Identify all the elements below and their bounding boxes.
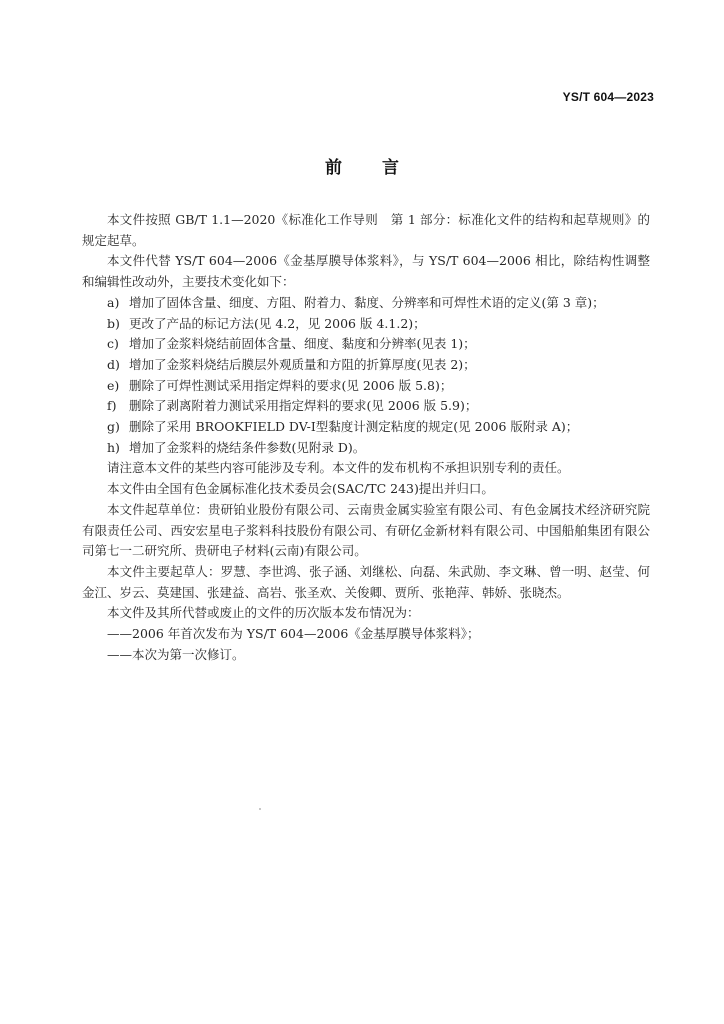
history-item-current: ——本次为第一次修订。 <box>107 646 245 662</box>
patent-notice-paragraph: 请注意本文件的某些内容可能涉及专利。本文件的发布机构不承担识别专利的责任。 <box>107 460 570 476</box>
change-item-text: 删除了剥离附着力测试采用指定焊料的要求(见 2006 版 5.9)； <box>129 398 478 414</box>
change-item <box>82 417 650 438</box>
change-item-mark: e) <box>107 377 120 393</box>
change-item <box>82 355 650 376</box>
change-item <box>82 376 650 397</box>
change-item-text: 更改了产品的标记方法(见 4.2，见 2006 版 4.1.2)； <box>129 315 426 331</box>
change-item-mark: f) <box>107 398 117 414</box>
change-item-mark: d) <box>107 356 120 372</box>
change-item-text: 增加了金浆料的烧结条件参数(见附录 D)。 <box>129 439 366 455</box>
change-item <box>82 293 650 314</box>
committee-paragraph: 本文件由全国有色金属标准化技术委员会(SAC/TC 243)提出并归口。 <box>107 481 494 497</box>
change-item-mark: h) <box>107 439 120 455</box>
scan-speck <box>259 808 261 810</box>
foreword-body <box>82 210 650 665</box>
change-item-mark: a) <box>107 294 120 310</box>
change-item-mark: c) <box>107 336 119 352</box>
change-item-mark: g) <box>107 419 120 435</box>
change-item <box>82 334 650 355</box>
history-intro-paragraph: 本文件及其所代替或废止的文件的历次版本发布情况为： <box>107 605 420 621</box>
change-item <box>82 314 650 335</box>
history-item-first: ——2006 年首次发布为 YS/T 604—2006《金基厚膜导体浆料》； <box>107 626 480 642</box>
drafting-rules-paragraph: 本文件按照 GB/T 1.1—2020《标准化工作导则 第 1 部分：标准化文件的结构和起草规则》的规定起草。 <box>82 212 650 248</box>
drafting-units-paragraph: 本文件起草单位：贵研铂业股份有限公司、云南贵金属实验室有限公司、有色金属技术经济研究院有限责任公司、西安宏星电子浆料科技股份有限公司、有研亿金新材料有限公司、中国船舶集团有限公司第七一二研究所、贵研电子材料(云南)有限公司。 <box>82 501 650 559</box>
change-item-text: 删除了可焊性测试采用指定焊料的要求(见 2006 版 5.8)； <box>129 377 453 393</box>
change-item-text: 增加了金浆料烧结后膜层外观质量和方阻的折算厚度(见表 2)； <box>129 356 476 372</box>
standard-number: YS/T 604—2023 <box>562 90 654 104</box>
change-item-text: 增加了固体含量、细度、方阻、附着力、黏度、分辨率和可焊性术语的定义(第 3 章)； <box>129 294 605 310</box>
change-item <box>82 396 650 417</box>
change-item-text: 删除了采用 BROOKFIELD DV-Ⅰ型黏度计测定粘度的规定(见 2006 版附录 A)； <box>129 419 579 435</box>
change-item-mark: b) <box>107 315 120 331</box>
drafters-paragraph: 本文件主要起草人：罗慧、李世鸿、张子涵、刘继松、向磊、朱武勋、李文琳、曾一明、赵莹、何金江、岁云、莫建国、张建益、高岩、张圣欢、关俊卿、贾所、张艳萍、韩娇、张晓杰。 <box>82 563 650 600</box>
change-item-text: 增加了金浆料烧结前固体含量、细度、黏度和分辨率(见表 1)； <box>129 336 476 352</box>
replacement-paragraph: 本文件代替 YS/T 604—2006《金基厚膜导体浆料》，与 YS/T 604—2006 相比，除结构性调整和编辑性改动外，主要技术变化如下： <box>82 253 650 290</box>
page-title: 前言 <box>325 158 439 178</box>
change-item <box>82 438 650 459</box>
